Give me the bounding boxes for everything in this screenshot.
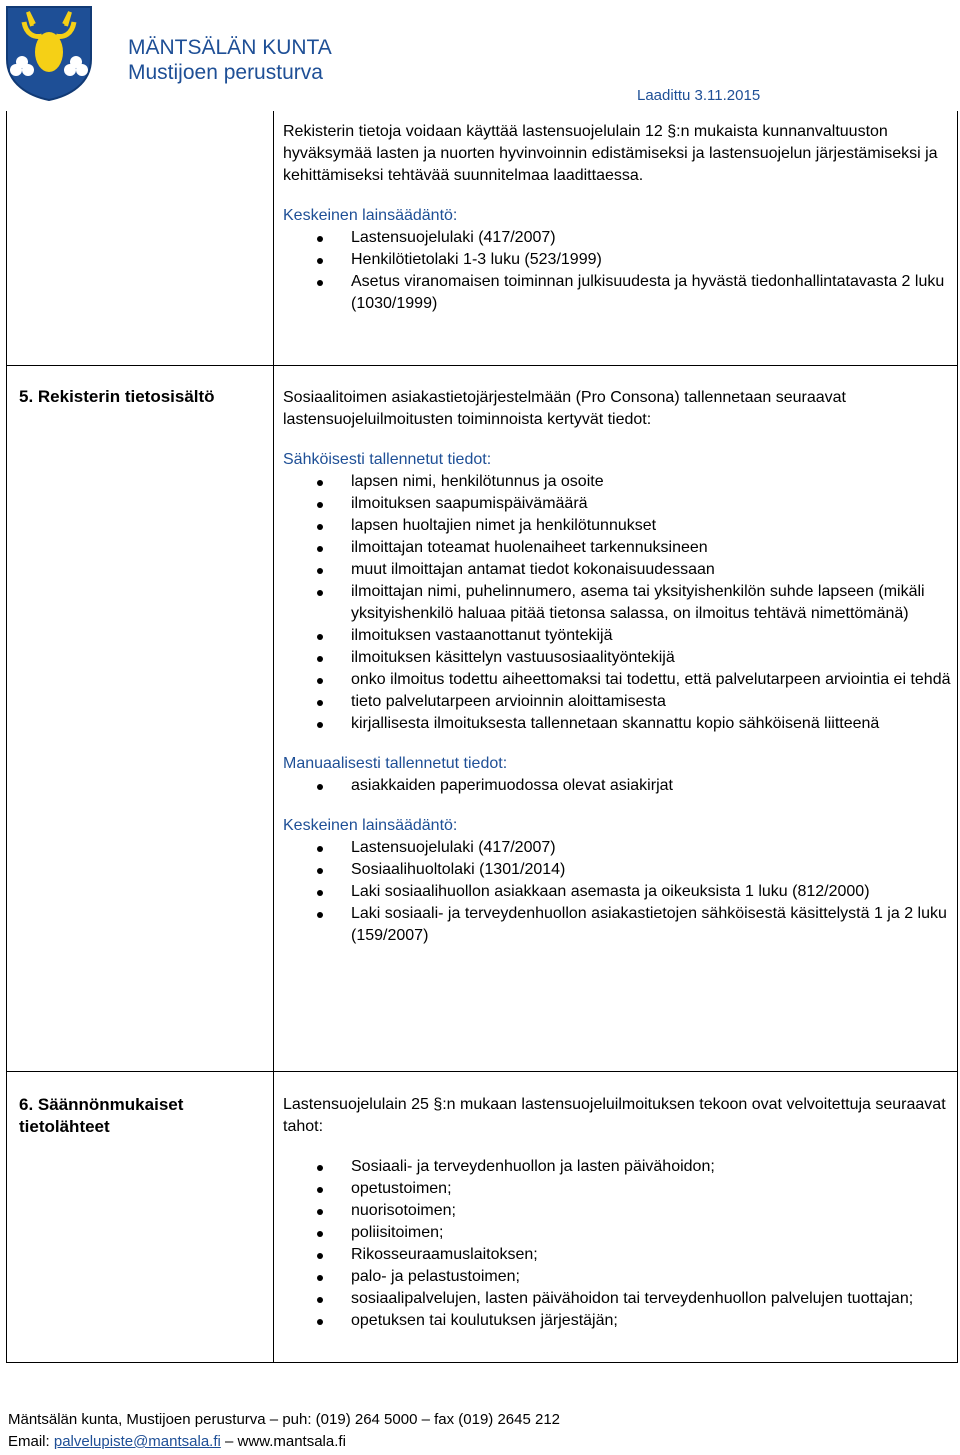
footer xyxy=(8,1409,560,1453)
list-item: muut ilmoittajan antamat tiedot kokonaisuudessaan xyxy=(283,559,951,581)
list-item: lapsen huoltajien nimet ja henkilötunnukset xyxy=(283,515,951,537)
list-item: opetustoimen; xyxy=(283,1178,951,1200)
list-item: palo- ja pelastustoimen; xyxy=(283,1266,951,1288)
bullet-icon xyxy=(317,722,323,728)
list-item: ilmoituksen saapumispäivämäärä xyxy=(283,493,951,515)
list-item: sosiaalipalvelujen, lasten päivähoidon tai terveydenhuollon palvelujen tuottajan; xyxy=(283,1288,951,1310)
bullet-icon xyxy=(317,1165,323,1171)
email-link[interactable]: palvelupiste@mantsala.fi xyxy=(53,1433,221,1450)
section5-intro: Sosiaalitoimen asiakastietojärjestelmään (Pro Consona) tallennetaan seuraavat lastensuojeluilmoitusten toiminnoista kertyvät tiedot: xyxy=(283,389,846,428)
bullet-icon xyxy=(317,236,323,242)
bullet-icon xyxy=(317,258,323,264)
bullet-icon xyxy=(317,1319,323,1325)
footer-links-line xyxy=(8,1431,560,1453)
loaded-date: Laadittu 3.11.2015 xyxy=(637,87,761,104)
organization-name xyxy=(128,35,332,85)
bullet-icon xyxy=(317,1253,323,1259)
bullet-icon xyxy=(317,846,323,852)
bullet-icon xyxy=(317,1297,323,1303)
list-item: opetuksen tai koulutuksen järjestäjän; xyxy=(283,1310,951,1332)
list-item: Rikosseuraamuslaitoksen; xyxy=(283,1244,951,1266)
section6-list xyxy=(283,1156,951,1332)
list-item: Sosiaali- ja terveydenhuollon ja lasten päivähoidon; xyxy=(283,1156,951,1178)
list-item: Lastensuojelulaki (417/2007) xyxy=(283,227,951,249)
bullet-icon xyxy=(317,784,323,790)
register-table xyxy=(6,111,958,1363)
section5-legislation-list xyxy=(283,837,951,947)
list-item: poliisitoimen; xyxy=(283,1222,951,1244)
bullet-icon xyxy=(317,480,323,486)
manual-items-list xyxy=(283,775,951,797)
list-item: asiakkaiden paperimuodossa olevat asiakirjat xyxy=(283,775,951,797)
list-item: Lastensuojelulaki (417/2007) xyxy=(283,837,951,859)
bullet-icon xyxy=(317,1209,323,1215)
list-item: ilmoittajan toteamat huolenaiheet tarkennuksineen xyxy=(283,537,951,559)
bullet-icon xyxy=(317,912,323,918)
list-item: ilmoituksen käsittelyn vastuusosiaalityöntekijä xyxy=(283,647,951,669)
section5-legislation-heading: Keskeinen lainsäädäntö: xyxy=(283,817,458,834)
bullet-icon xyxy=(317,700,323,706)
footer-contact-line: Mäntsälän kunta, Mustijoen perusturva – puh: (019) 264 5000 – fax (019) 2645 212 xyxy=(8,1411,561,1428)
electronic-heading: Sähköisesti tallennetut tiedot: xyxy=(283,451,492,468)
section5-content xyxy=(283,387,951,947)
list-item: Sosiaalihuoltolaki (1301/2014) xyxy=(283,859,951,881)
email-label: Email: xyxy=(8,1433,50,1450)
bullet-icon xyxy=(317,590,323,596)
section4-legislation-heading: Keskeinen lainsäädäntö: xyxy=(283,207,458,224)
coat-of-arms-logo xyxy=(4,4,94,102)
row-divider xyxy=(7,365,957,366)
section6-content xyxy=(283,1094,951,1332)
list-item: ilmoituksen vastaanottanut työntekijä xyxy=(283,625,951,647)
list-item: Laki sosiaalihuollon asiakkaan asemasta ja oikeuksista 1 luku (812/2000) xyxy=(283,881,951,903)
row-divider xyxy=(7,1071,957,1072)
section4-legislation-list xyxy=(283,227,951,315)
electronic-items-list xyxy=(283,471,951,735)
section6-label: 6. Säännönmukaiset tietolähteet xyxy=(19,1095,184,1136)
bullet-icon xyxy=(317,502,323,508)
manual-heading: Manuaalisesti tallennetut tiedot: xyxy=(283,755,508,772)
bullet-icon xyxy=(317,280,323,286)
list-item: Laki sosiaali- ja terveydenhuollon asiakastietojen sähköisestä käsittelystä 1 ja 2 luku (159/2007) xyxy=(283,903,951,947)
bullet-icon xyxy=(317,568,323,574)
section6-intro: Lastensuojelulain 25 §:n mukaan lastensuojeluilmoituksen tekoon ovat velvoitettuja seuraavat tahot: xyxy=(283,1096,946,1135)
municipality-name: MÄNTSÄLÄN KUNTA xyxy=(128,36,332,59)
bullet-icon xyxy=(317,1275,323,1281)
list-item: ilmoittajan nimi, puhelinnumero, asema tai yksityishenkilön suhde lapseen (mikäli yksityishenkilö haluaa pitää tietonsa salassa, on ilmoitus tehtävä nimettömänä) xyxy=(283,581,951,625)
list-item: lapsen nimi, henkilötunnus ja osoite xyxy=(283,471,951,493)
column-divider xyxy=(273,111,274,1362)
website-link[interactable]: www.mantsala.fi xyxy=(237,1433,346,1450)
bullet-icon xyxy=(317,546,323,552)
bullet-icon xyxy=(317,656,323,662)
bullet-icon xyxy=(317,524,323,530)
list-item: nuorisotoimen; xyxy=(283,1200,951,1222)
bullet-icon xyxy=(317,868,323,874)
bullet-icon xyxy=(317,1231,323,1237)
list-item: onko ilmoitus todettu aiheettomaksi tai todettu, että palvelutarpeen arviointia ei tehdä xyxy=(283,669,951,691)
bullet-icon xyxy=(317,634,323,640)
list-item: tieto palvelutarpeen arvioinnin aloittamisesta xyxy=(283,691,951,713)
list-item: Asetus viranomaisen toiminnan julkisuudesta ja hyvästä tiedonhallintatavasta 2 luku (1030/1999) xyxy=(283,271,951,315)
list-item: kirjallisesta ilmoituksesta tallennetaan skannattu kopio sähköisenä liitteenä xyxy=(283,713,951,735)
section5-label: 5. Rekisterin tietosisältö xyxy=(19,387,215,406)
department-name: Mustijoen perusturva xyxy=(128,61,323,84)
bullet-icon xyxy=(317,890,323,896)
section4-content xyxy=(283,121,951,315)
bullet-icon xyxy=(317,678,323,684)
footer-separator: – xyxy=(225,1433,234,1450)
bullet-icon xyxy=(317,1187,323,1193)
list-item: Henkilötietolaki 1-3 luku (523/1999) xyxy=(283,249,951,271)
section4-intro: Rekisterin tietoja voidaan käyttää lastensuojelulain 12 §:n mukaista kunnanvaltuuston hyväksymää lasten ja nuorten hyvinvoinnin edistämiseksi ja lastensuojelun järjestämiseksi ja kehittämiseksi tehtävää suunnitelmaa laadittaessa. xyxy=(283,123,938,184)
